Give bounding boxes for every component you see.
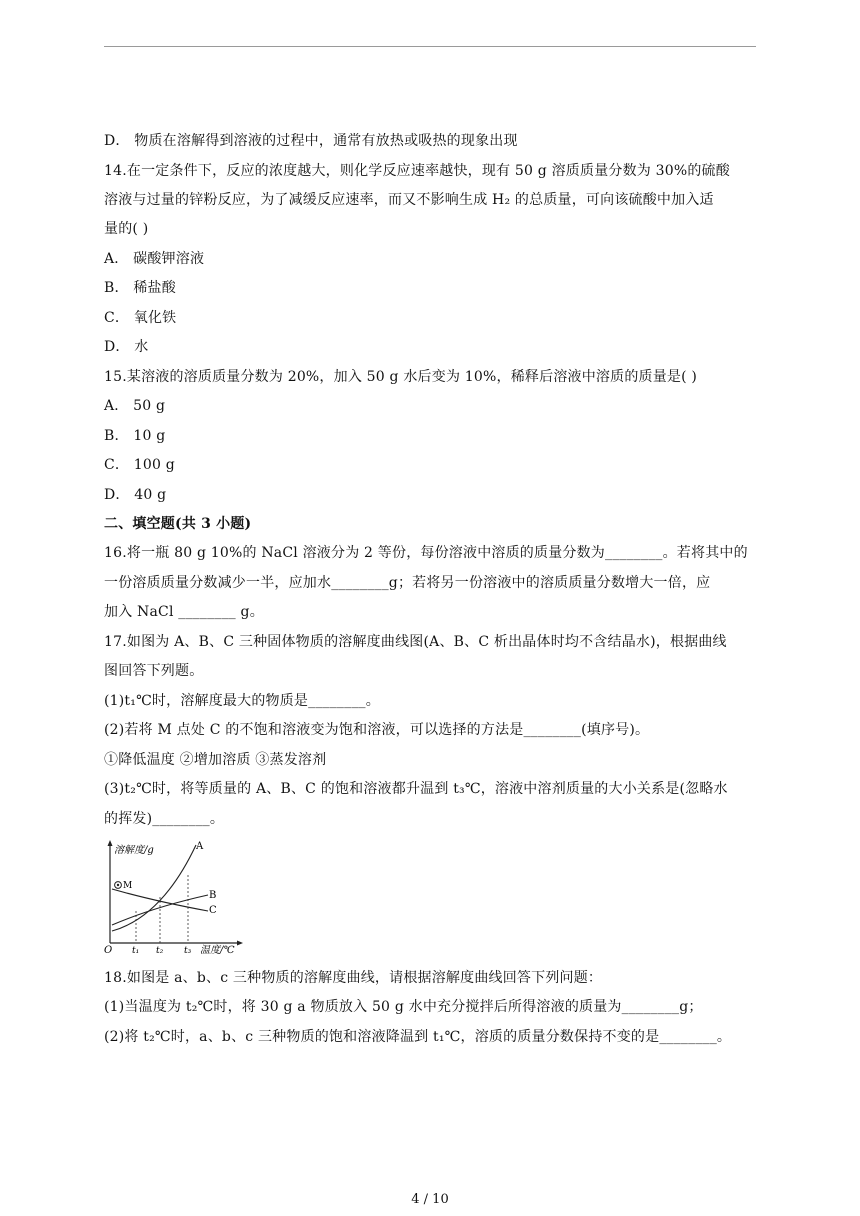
question-16-line-1: 16.将一瓶 80 g 10%的 NaCl 溶液分为 2 等份，每份溶液中溶质的质量分数为________。若将其中的 <box>104 545 748 561</box>
section-heading-fill-in: 二、填空题(共 3 小题) <box>104 516 252 532</box>
question-17-line-2: 图回答下列题。 <box>104 663 204 679</box>
question-18-part-2: (2)将 t₂℃时，a、b、c 三种物质的饱和溶液降温到 t₁℃，溶质的质量分数保持不变的是________。 <box>104 1029 732 1045</box>
curve-a-label: A <box>196 841 204 852</box>
y-axis-arrow <box>108 840 113 846</box>
option-14d: D． 水 <box>104 339 149 355</box>
curve-b-label: B <box>209 890 217 901</box>
question-14-line-3: 量的( ) <box>104 221 149 237</box>
question-15: 15.某溶液的溶质质量分数为 20%，加入 50 g 水后变为 10%，稀释后溶液中溶质的质量是( ) <box>104 369 698 385</box>
question-17-part-1: (1)t₁℃时，溶解度最大的物质是________。 <box>104 693 380 709</box>
x-axis-label: 温度/℃ <box>200 945 235 956</box>
x-axis-arrow <box>237 941 243 946</box>
solubility-curve-figure <box>104 839 244 957</box>
question-18-line-1: 18.如图是 a、b、c 三种物质的溶解度曲线，请根据溶解度曲线回答下列问题： <box>104 970 603 986</box>
question-16-line-2: 一份溶质质量分数减少一半，应加水________g；若将另一份溶液中的溶质质量分数增大一倍，应 <box>104 575 711 591</box>
option-13d: D． 物质在溶解得到溶液的过程中，通常有放热或吸热的现象出现 <box>104 133 518 149</box>
option-15a: A． 50 g <box>104 398 166 414</box>
page-number: 4 / 10 <box>411 1192 449 1207</box>
question-16-line-3: 加入 NaCl ________ g。 <box>104 604 264 620</box>
option-15b: B． 10 g <box>104 428 166 444</box>
point-m-label: M <box>123 881 133 891</box>
option-14b: B． 稀盐酸 <box>104 280 176 296</box>
option-15c: C． 100 g <box>104 457 175 473</box>
option-14c: C． 氧化铁 <box>104 310 177 326</box>
option-14a: A． 碳酸钾溶液 <box>104 251 205 267</box>
header-rule <box>104 46 756 47</box>
question-17-methods: ①降低温度 ②增加溶质 ③蒸发溶剂 <box>104 752 327 768</box>
tick-t3: t₃ <box>184 946 192 956</box>
curve-c-label: C <box>209 905 217 916</box>
question-14-line-2: 溶液与过量的锌粉反应，为了减缓反应速率，而又不影响生成 H₂ 的总质量，可向该硫酸中加入适 <box>104 192 714 208</box>
origin-label: O <box>104 945 113 956</box>
tick-t1: t₁ <box>132 946 140 956</box>
question-17-line-1: 17.如图为 A、B、C 三种固体物质的溶解度曲线图(A、B、C 析出晶体时均不含结晶水)，根据曲线 <box>104 634 727 650</box>
question-17-part-2: (2)若将 M 点处 C 的不饱和溶液变为饱和溶液，可以选择的方法是________(填序号)。 <box>104 722 650 738</box>
y-axis-label: 溶解度/g <box>114 845 154 856</box>
question-14-line-1: 14.在一定条件下，反应的浓度越大，则化学反应速率越快，现有 50 g 溶质质量分数为 30%的硫酸 <box>104 163 730 179</box>
question-17-part-3-line-2: 的挥发)________。 <box>104 811 225 827</box>
question-17-part-3-line-1: (3)t₂℃时，将等质量的 A、B、C 的饱和溶液都升温到 t₃℃，溶液中溶剂质量的大小关系是(忽略水 <box>104 781 728 797</box>
option-15d: D． 40 g <box>104 487 167 503</box>
question-18-part-1: (1)当温度为 t₂℃时，将 30 g a 物质放入 50 g 水中充分搅拌后所得溶液的质量为________g； <box>104 999 703 1015</box>
tick-t2: t₂ <box>156 946 164 956</box>
point-m-dot <box>117 884 119 886</box>
